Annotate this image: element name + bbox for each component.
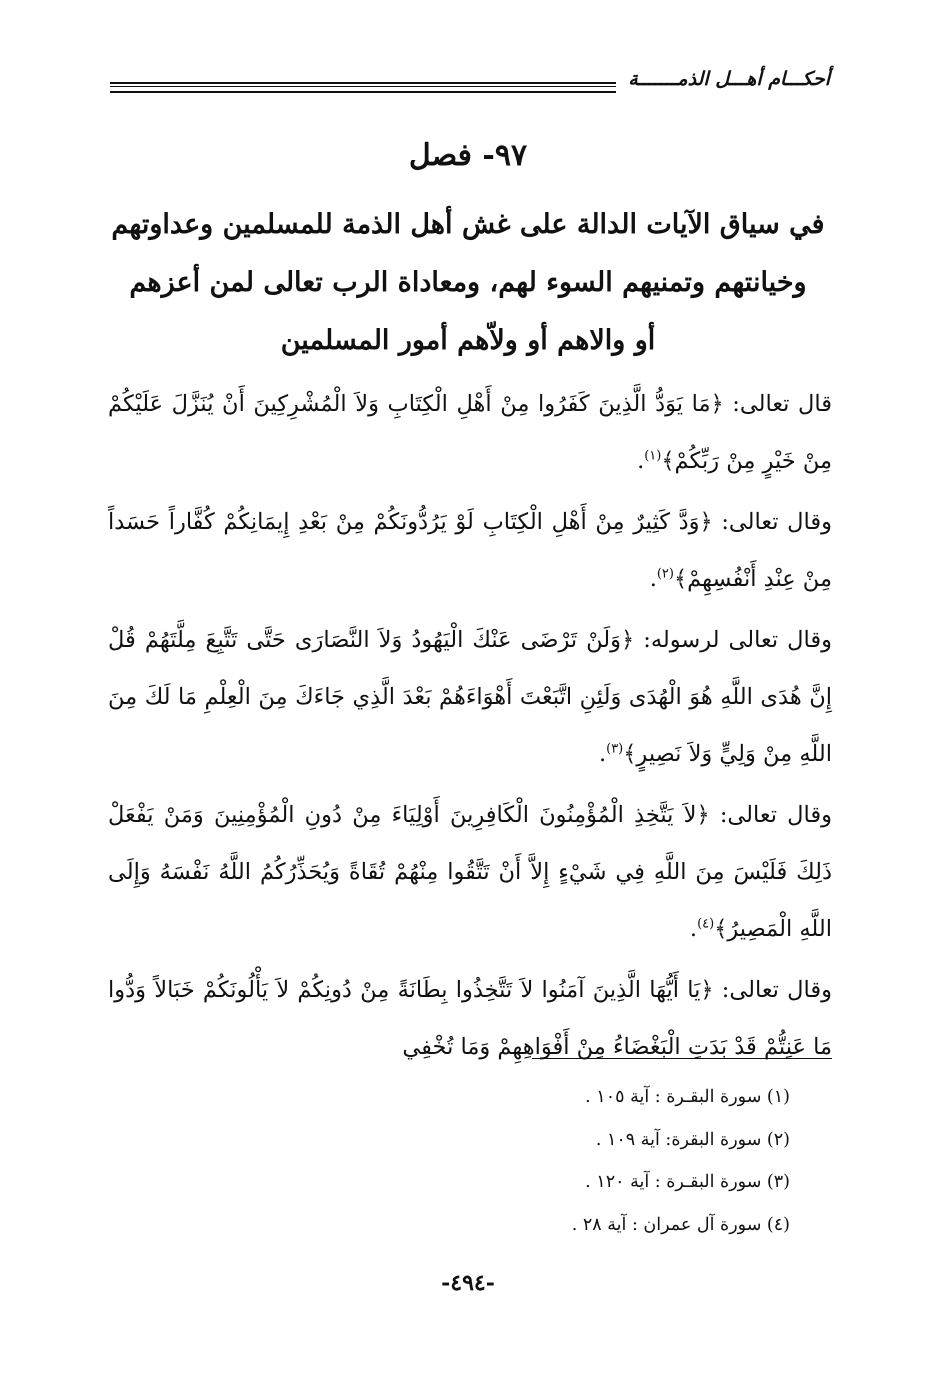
quran-paragraph (108, 376, 832, 490)
footnote: (٢) سورة البقرة: آية ١٠٩ . (595, 1129, 790, 1150)
running-header-title: أحكـــام أهـــل الذمـــــــة (628, 68, 830, 90)
paragraph-lead: وقال تعالى لرسوله: (634, 627, 832, 653)
footnote-reference: (٣) (606, 741, 624, 757)
subtitle-line: أو والاهم أو ولاّهم أمور المسلمين (280, 325, 656, 356)
paragraph-end: . (598, 741, 607, 767)
quran-paragraph (108, 494, 832, 608)
paragraph-lead: قال تعالى: (723, 391, 832, 417)
header-rule (110, 82, 616, 93)
quran-verse: ﴿مَا يَوَدُّ الَّذِينَ كَفَرُوا مِنْ أَهْلِ الْكِتَابِ وَلاَ الْمُشْرِكِينَ أَنْ يُنَزَّلَ عَلَيْكُمْ مِنْ خَيْرٍ مِنْ رَبِّكُمْ﴾ (108, 391, 832, 474)
paragraph-lead: وقال تعالى: (713, 977, 832, 1003)
paragraph-end: . (649, 566, 657, 592)
paragraph-lead: وقال تعالى: (712, 509, 832, 535)
footnote-reference: (٤) (697, 916, 715, 932)
footnote-reference: (٢) (656, 566, 674, 582)
subtitle-line: وخيانتهم وتمنيهم السوء لهم، ومعاداة الرب تعالى لمن أعزهم (129, 267, 807, 298)
running-header (110, 64, 830, 108)
subtitle-line: في سياق الآيات الدالة على غش أهل الذمة للمسلمين وعداوتهم (111, 209, 825, 240)
footnote: (٤) سورة آل عمران : آية ٢٨ . (571, 1214, 790, 1235)
quran-verse: ﴿يَا أَيُّهَا الَّذِينَ آمَنُوا لاَ تَتَّخِذُوا بِطَانَةً مِنْ دُونِكُمْ لاَ يَأْلُونَكُمْ خَبَالاً وَدُّوا مَا عَنِتُّمْ قَدْ بَدَتِ الْبَغْضَاءُ مِنْ أَفْوَاهِهِمْ وَمَا تُخْفِي (108, 977, 832, 1060)
quran-verse: ﴿لاَ يَتَّخِذِ الْمُؤْمِنُونَ الْكَافِرِينَ أَوْلِيَاءَ مِنْ دُونِ الْمُؤْمِنِينَ وَمَنْ يَفْعَلْ ذَلِكَ فَلَيْسَ مِنَ اللَّهِ فِي شَيْءٍ إِلاَّ أَنْ تَتَّقُوا مِنْهُمْ تُقَاةً وَيُحَذِّرُكُمُ اللَّهُ نَفْسَهُ وَإِلَى اللَّهِ الْمَصِيرُ﴾ (108, 802, 832, 942)
quran-paragraph (108, 612, 832, 783)
chapter-heading: ٩٧- فصل (408, 138, 528, 173)
quran-paragraph (108, 787, 832, 958)
quran-verse: ﴿وَلَنْ تَرْضَى عَنْكَ الْيَهُودُ وَلاَ النَّصَارَى حَتَّى تَتَّبِعَ مِلَّتَهُمْ قُلْ إِنَّ هُدَى اللَّهِ هُوَ الْهُدَى وَلَئِنِ اتَّبَعْتَ أَهْوَاءَهُمْ بَعْدَ الَّذِي جَاءَكَ مِنَ الْعِلْمِ مَا لَكَ مِنَ اللَّهِ مِنْ وَلِيٍّ وَلاَ نَصِيرٍ﴾ (108, 627, 832, 767)
chapter-subtitle (100, 196, 836, 370)
paragraph-end: . (689, 916, 698, 942)
footnote: (٣) سورة البقـرة : آية ١٢٠ . (585, 1172, 790, 1192)
paragraph-lead: وقال تعالى: (709, 802, 833, 828)
footnote-reference: (١) (644, 448, 662, 464)
body-text (108, 376, 832, 1080)
page-number: -٤٩٤- (441, 1270, 495, 1296)
footnote: (١) سورة البقـرة : آية ١٠٥ . (585, 1087, 790, 1107)
paragraph-end: . (637, 448, 645, 474)
footnotes (500, 1076, 790, 1246)
quran-verse: ﴿وَدَّ كَثِيرٌ مِنْ أَهْلِ الْكِتَابِ لَوْ يَرُدُّونَكُمْ مِنْ بَعْدِ إِيمَانِكُمْ كُفَّاراً حَسَداً مِنْ عِنْدِ أَنْفُسِهِمْ﴾ (108, 509, 832, 592)
footnote-rule (532, 1058, 832, 1059)
